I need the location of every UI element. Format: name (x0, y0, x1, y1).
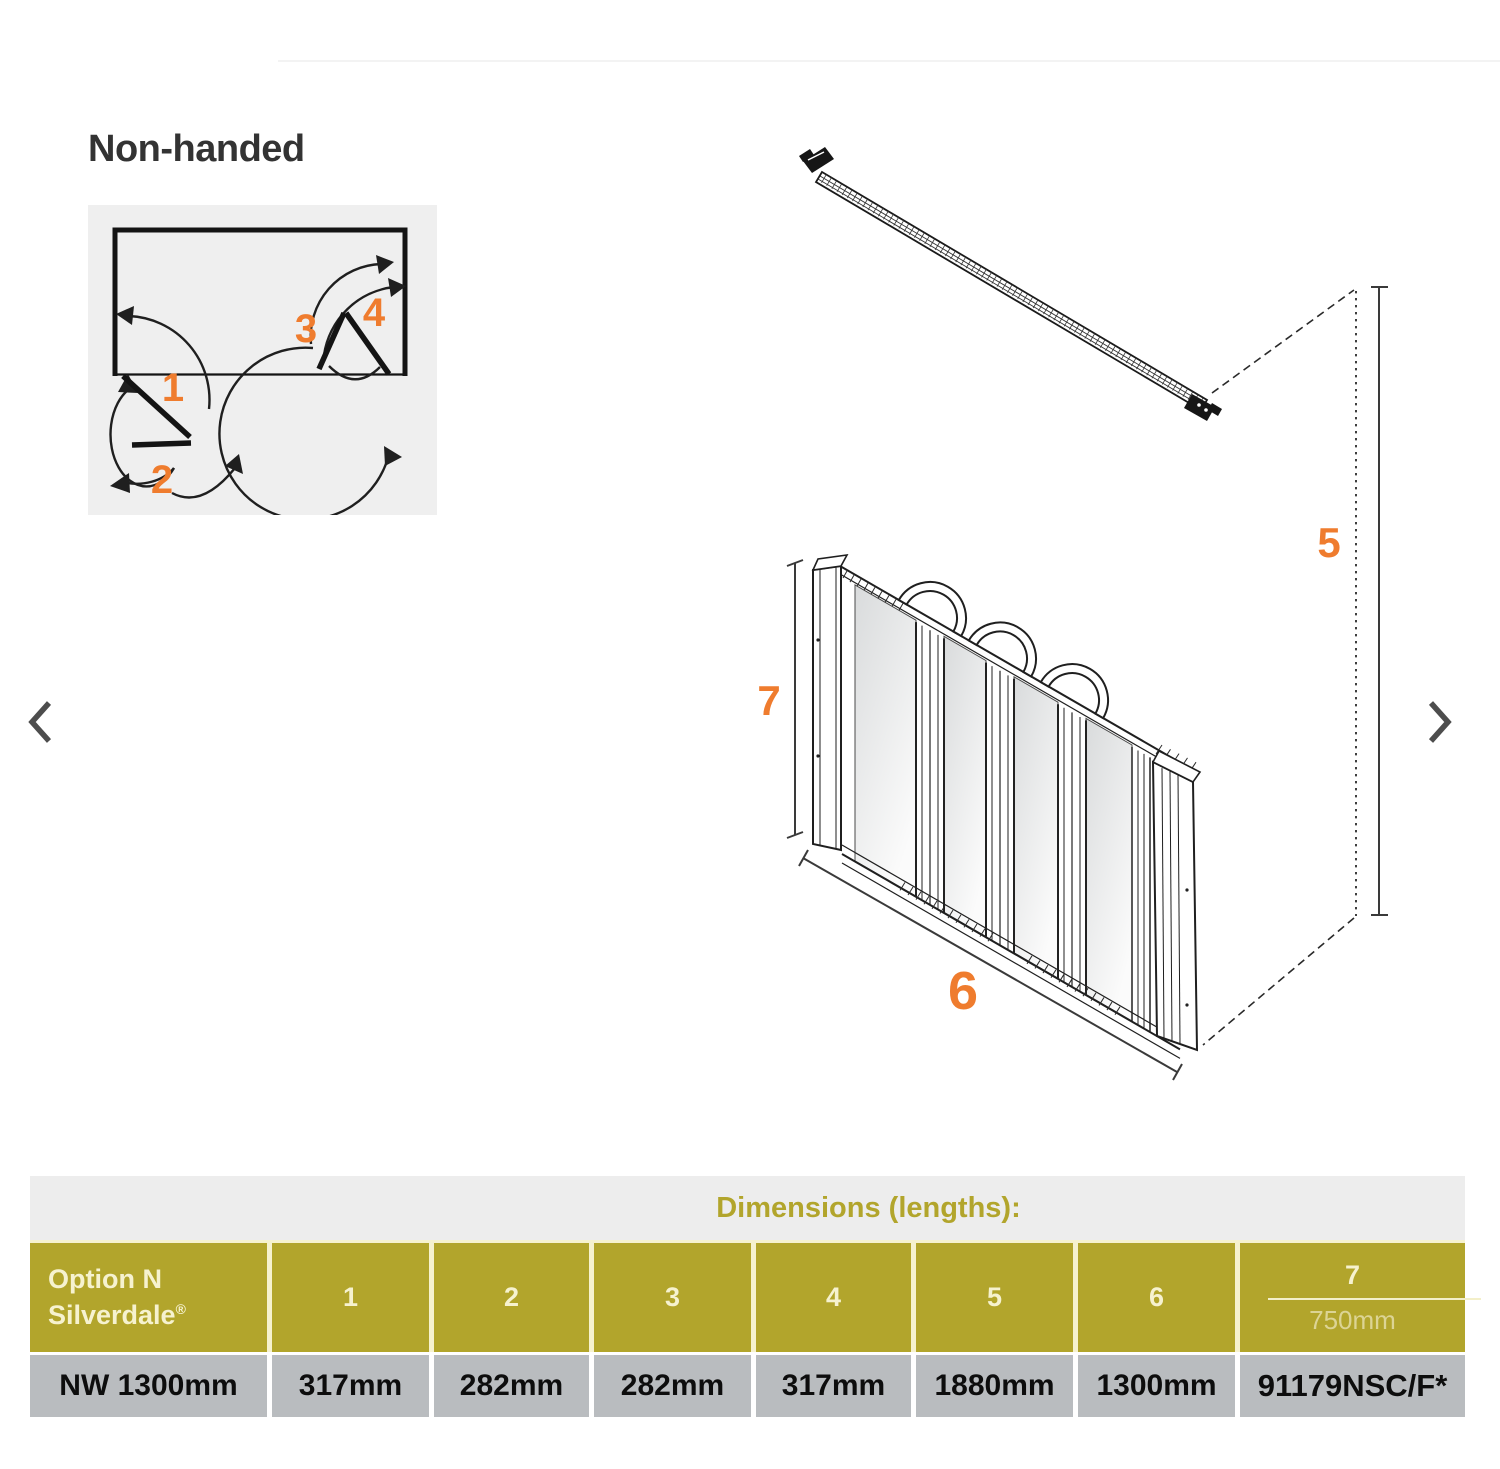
table-title-band (30, 1176, 1465, 1240)
table-header-row (30, 1240, 1465, 1352)
header-col-5: 5 (916, 1243, 1073, 1352)
construction-lines (1203, 290, 1356, 1045)
glass-panels (855, 585, 1132, 1021)
row-label-cell: NW 1300mm (30, 1355, 267, 1417)
product-code-cell: 91179NSC/F* (1240, 1355, 1465, 1417)
header-product-cell (30, 1243, 267, 1352)
value-cell-1: 317mm (272, 1355, 429, 1417)
header-col-7 (1240, 1243, 1465, 1352)
product-line1: Option N (48, 1264, 162, 1295)
wall-post-right (1153, 751, 1200, 1050)
value-cell-2: 282mm (434, 1355, 589, 1417)
isometric-drawing (700, 100, 1460, 1110)
door-label-3: 3 (294, 307, 318, 351)
header-col-7-rule (1268, 1298, 1481, 1300)
dimension-line-5 (1371, 287, 1388, 915)
door-label-1: 1 (161, 366, 185, 410)
value-cell-6: 1300mm (1078, 1355, 1235, 1417)
product-name (30, 1262, 186, 1332)
door-label-4: 4 (362, 291, 386, 335)
carousel-prev-button[interactable] (24, 699, 56, 745)
dim-label-7: 7 (757, 677, 781, 724)
top-divider (278, 60, 1500, 62)
door-swing-plan-diagram (88, 205, 437, 515)
door-label-2: 2 (150, 458, 174, 502)
header-col-2: 2 (434, 1243, 589, 1352)
table-data-row (30, 1355, 1465, 1417)
header-col-4: 4 (756, 1243, 911, 1352)
chevron-left-icon (24, 699, 56, 745)
header-col-7-number: 7 (1344, 1259, 1361, 1290)
dim-label-5: 5 (1317, 519, 1341, 566)
value-cell-4: 317mm (756, 1355, 911, 1417)
registered-mark: ® (175, 1300, 186, 1317)
shower-screen-iso-svg (700, 100, 1460, 1110)
dimensions-table (30, 1176, 1465, 1417)
dim-label-6: 6 (947, 961, 979, 1021)
header-col-1: 1 (272, 1243, 429, 1352)
top-support-rail (799, 147, 1222, 421)
product-line2: Silverdale (48, 1299, 176, 1330)
plan-diagram-panel (88, 205, 437, 515)
header-col-7-sub: 750mm (1309, 1304, 1396, 1335)
header-col-3: 3 (594, 1243, 751, 1352)
wall-post-left (813, 555, 847, 850)
header-col-6: 6 (1078, 1243, 1235, 1352)
table-title: Dimensions (lengths): (716, 1191, 1021, 1224)
value-cell-5: 1880mm (916, 1355, 1073, 1417)
dimension-line-7 (787, 560, 803, 838)
plan-diagram-title: Non-handed (88, 128, 305, 170)
fold-hinge-arches (899, 569, 1121, 718)
value-cell-3: 282mm (594, 1355, 751, 1417)
